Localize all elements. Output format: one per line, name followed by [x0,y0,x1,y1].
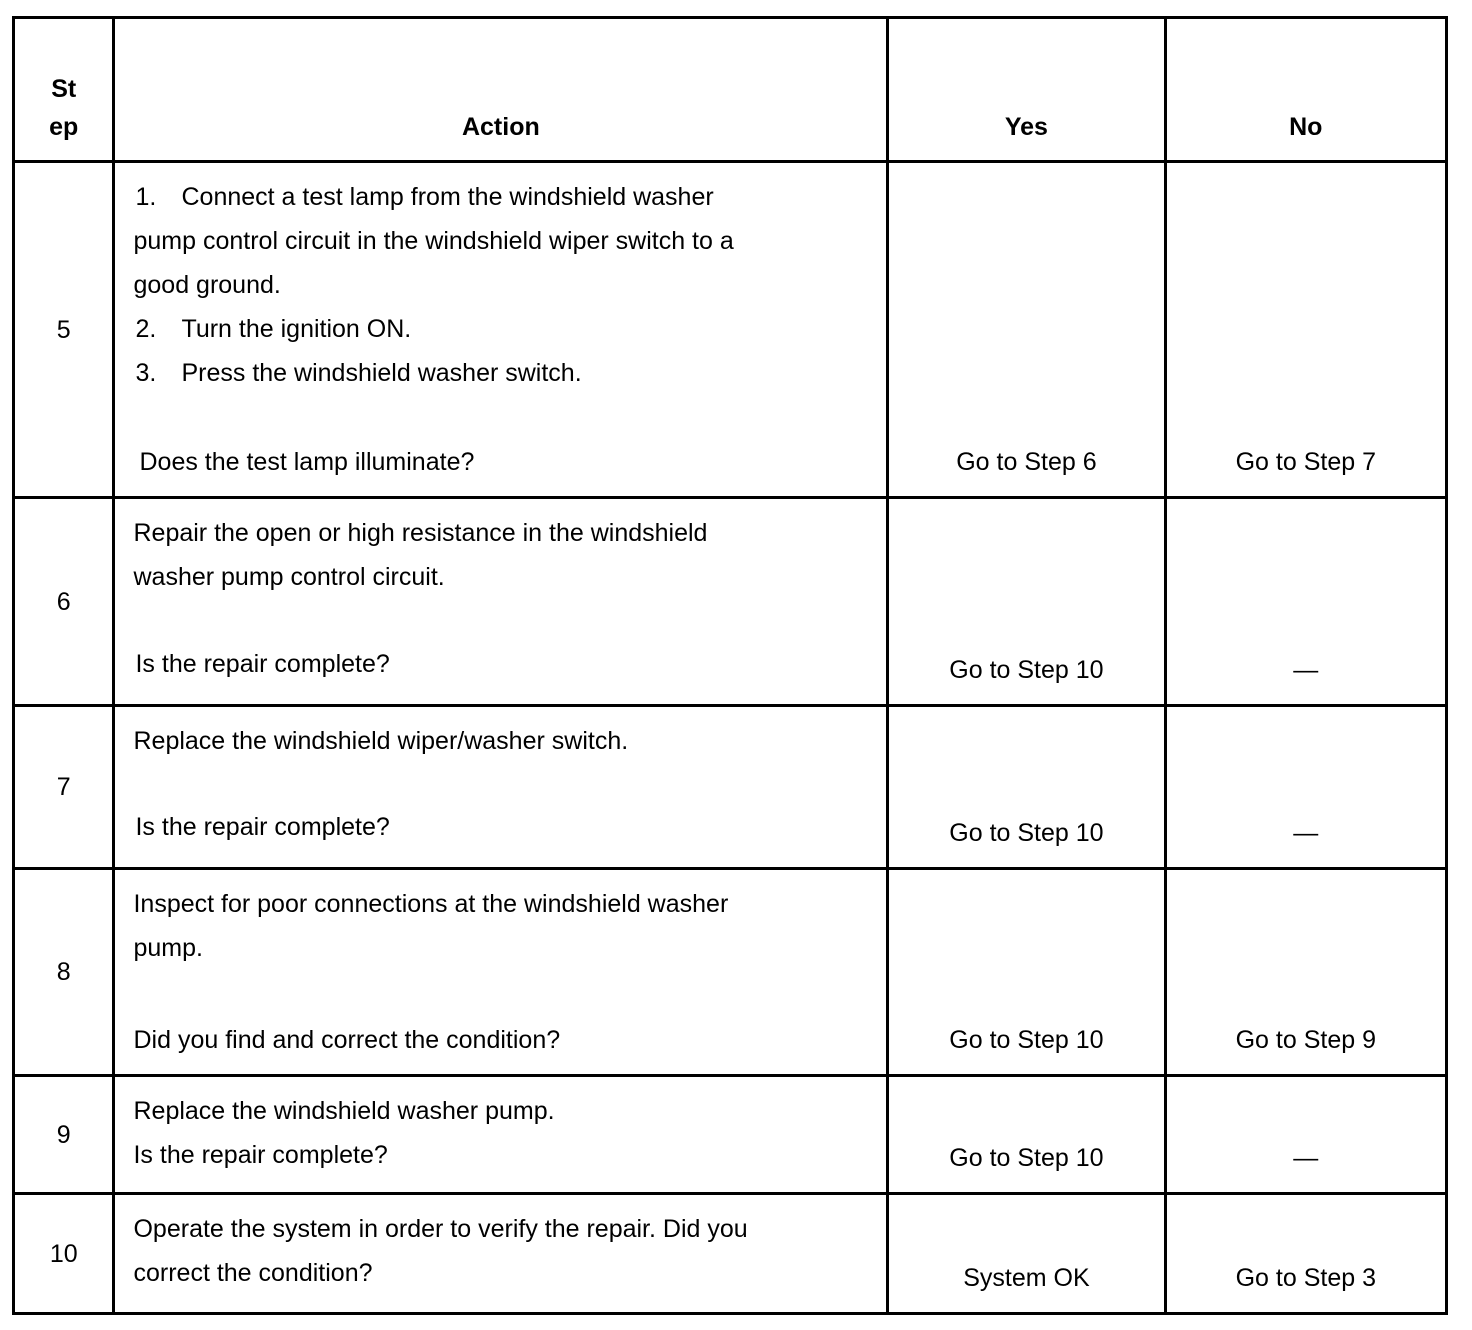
no-result: Go to Step 9 [1165,869,1446,1076]
yes-result: Go to Step 6 [888,162,1165,498]
action-line: Operate the system in order to verify the repair. Did you [133,1215,748,1243]
step-number: 10 [14,1194,114,1314]
table-row [14,869,1447,1076]
list-continuation: pump control circuit in the windshield wiper switch to a [133,227,734,255]
table-row [14,1076,1447,1194]
list-item [133,351,868,395]
action-line: pump. [133,934,203,962]
action-cell [114,706,888,869]
action-line: Replace the windshield wiper/washer switch. [133,727,629,755]
header-yes: Yes [888,18,1165,162]
action-line: Repair the open or high resistance in the windshield [133,519,708,547]
list-text: Connect a test lamp from the windshield washer [181,183,714,211]
list-number: 1. [135,183,157,211]
list-item [133,307,868,351]
step-number: 9 [14,1076,114,1194]
question-text: Did you find and correct the condition? [133,1026,561,1054]
list-item [133,175,868,219]
table-row [14,1194,1447,1314]
action-cell [114,869,888,1076]
action-line: Is the repair complete? [133,1141,388,1169]
question-text: Does the test lamp illuminate? [139,448,475,476]
yes-result: Go to Step 10 [888,869,1165,1076]
action-line: washer pump control circuit. [133,563,445,591]
action-line: correct the condition? [133,1259,373,1287]
yes-result: Go to Step 10 [888,1076,1165,1194]
step-number: 7 [14,706,114,869]
table-row [14,498,1447,706]
list-text: Press the windshield washer switch. [181,359,582,387]
step-number: 6 [14,498,114,706]
header-row [14,18,1447,162]
action-line: Inspect for poor connections at the windshield washer [133,890,729,918]
no-result: — [1165,706,1446,869]
header-step [14,18,114,162]
diagnostic-table [12,16,1448,1315]
yes-result: Go to Step 10 [888,706,1165,869]
header-no: No [1165,18,1446,162]
no-result: — [1165,1076,1446,1194]
step-number: 8 [14,869,114,1076]
action-cell [114,162,888,498]
yes-result: Go to Step 10 [888,498,1165,706]
action-cell [114,1194,888,1314]
step-number: 5 [14,162,114,498]
action-cell [114,498,888,706]
yes-result: System OK [888,1194,1165,1314]
action-cell [114,1076,888,1194]
no-result: — [1165,498,1446,706]
list-continuation: good ground. [133,271,281,299]
no-result: Go to Step 7 [1165,162,1446,498]
list-number: 2. [135,315,157,343]
header-step-line2: ep [49,113,79,141]
list-number: 3. [135,359,157,387]
action-line: Replace the windshield washer pump. [133,1097,555,1125]
header-step-line1: St [51,75,77,103]
no-result: Go to Step 3 [1165,1194,1446,1314]
question-text: Is the repair complete? [135,650,390,678]
question-text: Is the repair complete? [135,813,390,841]
list-text: Turn the ignition ON. [181,315,412,343]
table-row [14,162,1447,498]
table-row [14,706,1447,869]
header-action: Action [114,18,888,162]
